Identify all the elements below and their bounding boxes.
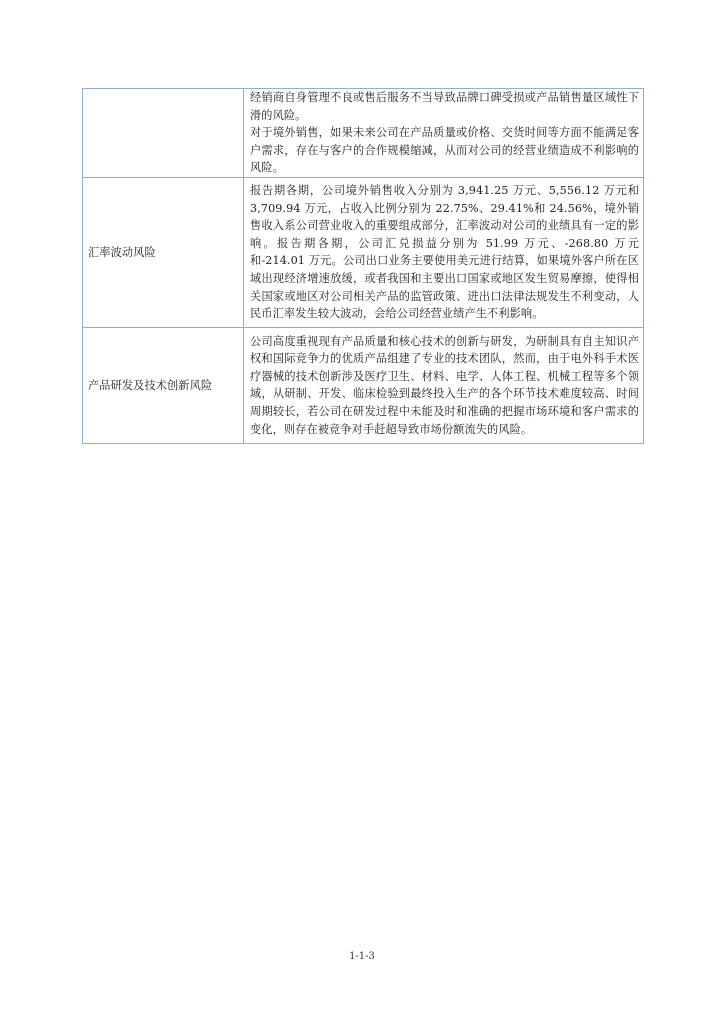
table-row — [83, 177, 644, 327]
table-row — [83, 327, 644, 443]
description-paragraph: 公司高度重视现有产品质量和核心技术的创新与研发，为研制具有自主知识产权和国际竞争力的优质产品组建了专业的技术团队，然而，由于电外科手术医疗器械的技术创新涉及医疗卫生、材料、电学、人体工程、机械工程等多个领域，从研制、开发、临床检验到最终投入生产的各个环节技术难度较高、时间周期较长，若公司在研发过程中未能及时和准确的把握市场环境和客户需求的变化，则存在被竞争对手赶超导致市场份额流失的风险。 — [250, 334, 639, 436]
risk-name-cell — [83, 89, 244, 178]
risk-name-cell: 产品研发及技术创新风险 — [83, 327, 244, 443]
description-paragraph: 经销商自身管理不良或售后服务不当导致品牌口碑受损或产品销售量区域性下滑的风险。 — [250, 91, 639, 122]
risk-factor-table — [82, 88, 644, 444]
page-number: 1-1-3 — [349, 951, 375, 962]
risk-description-cell — [244, 89, 644, 178]
risk-name-cell: 汇率波动风险 — [83, 177, 244, 327]
risk-description-cell — [244, 327, 644, 443]
description-paragraph: 报告期各期，公司境外销售收入分别为 3,941.25 万元、5,556.12 万元和 3,709.94 万元，占收入比例分别为 22.75%、29.41%和 24.56%，境外销售收入系公司营业收入的重要组成部分，汇率波动对公司的业绩具有一定的影响。报告期各期，公司汇兑损益分别为 51.99 万元、-268.80 万元和-214.01 万元。公司出口业务主要使用美元进行结算，如果境外客户所在区域出现经济增速放缓，或者我国和主要出口国家或地区发生贸易摩擦，使得相关国家或地区对公司相关产品的监管政策、进出口法律法规发生不利变动，人民币汇率发生较大波动，会给公司经营业绩产生不利影响。 — [250, 184, 639, 321]
description-paragraph: 对于境外销售，如果未来公司在产品质量或价格、交货时间等方面不能满足客户需求，存在与客户的合作规模缩减，从而对公司的经营业绩造成不利影响的风险。 — [250, 126, 639, 175]
table-row — [83, 89, 644, 178]
risk-description-cell — [244, 177, 644, 327]
